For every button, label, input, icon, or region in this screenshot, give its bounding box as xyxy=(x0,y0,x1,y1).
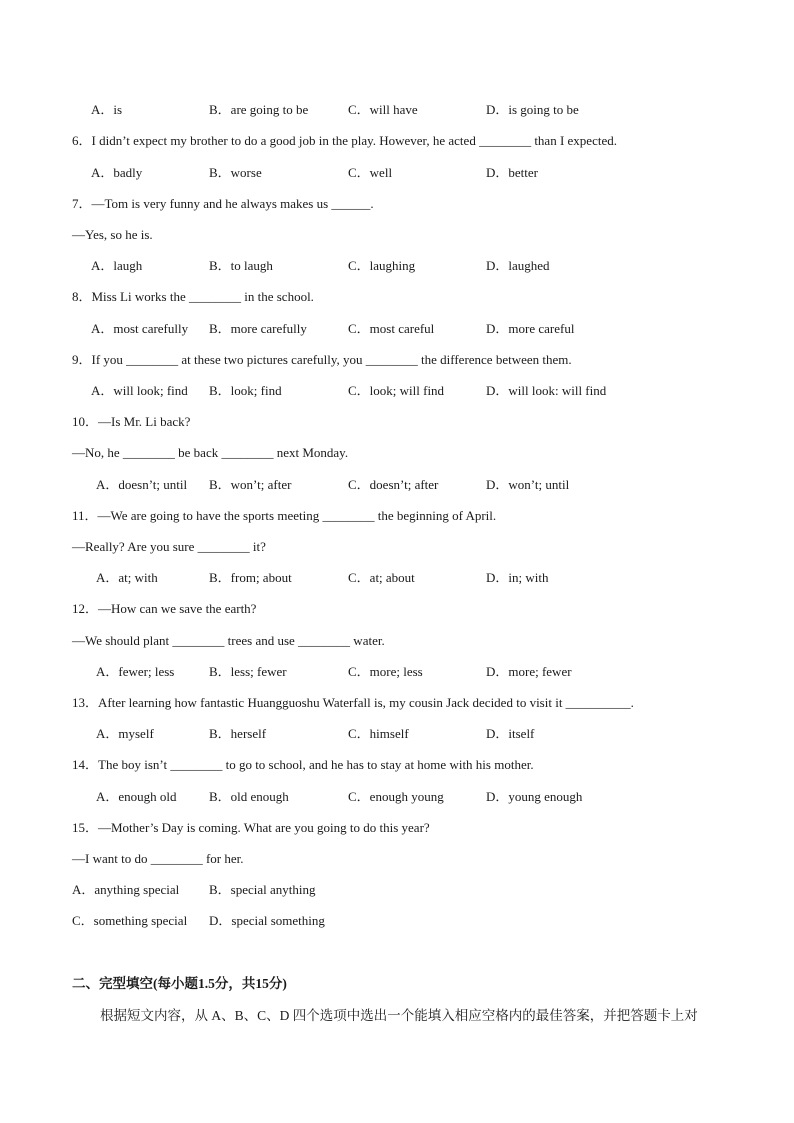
q12-option-c: C．more; less xyxy=(348,664,423,679)
q15-options-row1 xyxy=(0,881,794,899)
q5-option-a: A．is xyxy=(91,102,123,117)
q15-option-a: A．anything special xyxy=(72,882,180,897)
q7-option-d: D．laughed xyxy=(486,258,550,273)
q10-option-c: C．doesn’t; after xyxy=(348,477,439,492)
q15-options-row2 xyxy=(0,912,794,930)
q9-option-d: D．will look: will find xyxy=(486,383,607,398)
q8-option-c: C．most careful xyxy=(348,321,435,336)
q7-reply: —Yes, so he is. xyxy=(72,227,153,242)
q13-option-a: A．myself xyxy=(96,726,154,741)
q9-options xyxy=(0,382,794,400)
q6-option-d: D．better xyxy=(486,165,538,180)
q15-reply: —I want to do ________ for her. xyxy=(72,851,244,866)
q11-option-a: A．at; with xyxy=(96,570,158,585)
q5-option-d: D．is going to be xyxy=(486,102,579,117)
q15-option-b: B．special anything xyxy=(209,882,316,897)
q10-stem: 10．—Is Mr. Li back? xyxy=(72,414,191,429)
q10-option-b: B．won’t; after xyxy=(209,477,292,492)
q11-option-c: C．at; about xyxy=(348,570,415,585)
q15-option-c: C．something special xyxy=(72,913,188,928)
q10-reply: —No, he ________ be back ________ next Monday. xyxy=(72,445,349,460)
q13-option-c: C．himself xyxy=(348,726,409,741)
q9-option-c: C．look; will find xyxy=(348,383,445,398)
q14-option-a: A．enough old xyxy=(96,789,177,804)
q5-option-c: C．will have xyxy=(348,102,418,117)
q8-options xyxy=(0,320,794,338)
q7-option-b: B．to laugh xyxy=(209,258,273,273)
q7-stem: 7．—Tom is very funny and he always makes us ______. xyxy=(72,196,374,211)
q6-options xyxy=(0,164,794,182)
q8-option-d: D．more careful xyxy=(486,321,575,336)
section-instruction: 根据短文内容，从 A、B、C、D 四个选项中选出一个能填入相应空格内的最佳答案，并把答题卡上对 xyxy=(100,1008,698,1023)
q9-option-b: B．look; find xyxy=(209,383,282,398)
q14-option-d: D．young enough xyxy=(486,789,583,804)
section-title: 二、完型填空(每小题1.5分，共15分) xyxy=(72,976,287,991)
q7-option-c: C．laughing xyxy=(348,258,416,273)
q12-reply: —We should plant ________ trees and use ________ water. xyxy=(72,633,385,648)
q14-stem: 14．The boy isn’t ________ to go to school, and he has to stay at home with his mother. xyxy=(72,757,534,772)
q10-option-d: D．won’t; until xyxy=(486,477,570,492)
q5-options xyxy=(0,101,794,119)
q14-options xyxy=(0,788,794,806)
q12-option-d: D．more; fewer xyxy=(486,664,572,679)
q13-option-d: D．itself xyxy=(486,726,535,741)
q12-options xyxy=(0,663,794,681)
q11-option-d: D．in; with xyxy=(486,570,549,585)
q6-option-c: C．well xyxy=(348,165,393,180)
q13-stem: 13．After learning how fantastic Huangguoshu Waterfall is, my cousin Jack decided to visit it __________. xyxy=(72,695,634,710)
q9-stem: 9．If you ________ at these two pictures carefully, you ________ the difference between them. xyxy=(72,352,572,367)
q6-option-a: A．badly xyxy=(91,165,143,180)
q7-options xyxy=(0,257,794,275)
q5-option-b: B．are going to be xyxy=(209,102,309,117)
q11-option-b: B．from; about xyxy=(209,570,292,585)
q15-stem: 15．—Mother’s Day is coming. What are you going to do this year? xyxy=(72,820,430,835)
q8-option-b: B．more carefully xyxy=(209,321,307,336)
q12-option-b: B．less; fewer xyxy=(209,664,287,679)
q6-option-b: B．worse xyxy=(209,165,262,180)
q13-options xyxy=(0,725,794,743)
q11-reply: —Really? Are you sure ________ it? xyxy=(72,539,266,554)
q11-options xyxy=(0,569,794,587)
q12-option-a: A．fewer; less xyxy=(96,664,175,679)
q6-stem: 6．I didn’t expect my brother to do a good job in the play. However, he acted ________ than I expected. xyxy=(72,133,617,148)
q8-option-a: A．most carefully xyxy=(91,321,189,336)
q13-option-b: B．herself xyxy=(209,726,267,741)
q12-stem: 12．—How can we save the earth? xyxy=(72,601,257,616)
q7-option-a: A．laugh xyxy=(91,258,143,273)
q14-option-c: C．enough young xyxy=(348,789,444,804)
q9-option-a: A．will look; find xyxy=(91,383,188,398)
q11-stem: 11．—We are going to have the sports meeting ________ the beginning of April. xyxy=(72,508,497,523)
q14-option-b: B．old enough xyxy=(209,789,289,804)
q8-stem: 8．Miss Li works the ________ in the school. xyxy=(72,289,314,304)
q10-options xyxy=(0,476,794,494)
q15-option-d: D．special something xyxy=(209,913,325,928)
q10-option-a: A．doesn’t; until xyxy=(96,477,188,492)
